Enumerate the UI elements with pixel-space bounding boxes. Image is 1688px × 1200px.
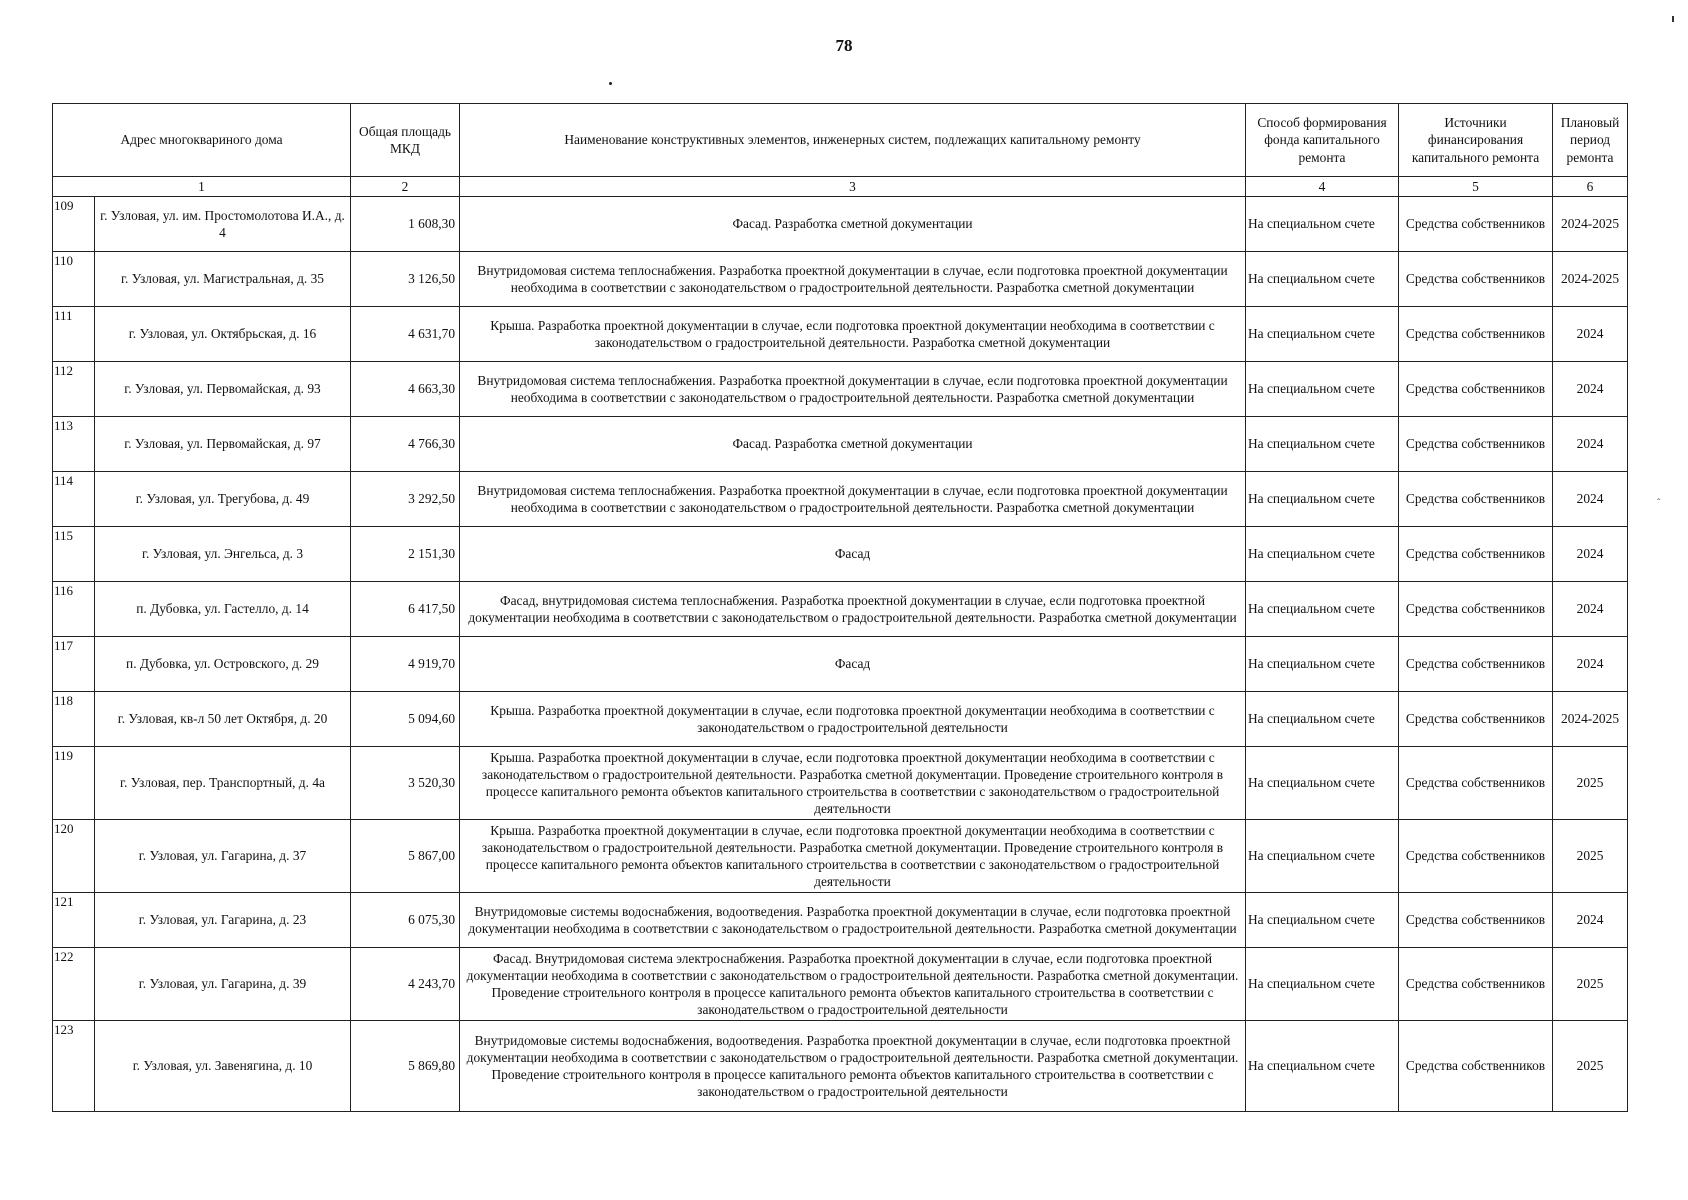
row-number: 110: [53, 252, 95, 307]
address-cell: г. Узловая, ул. Гагарина, д. 39: [95, 948, 351, 1021]
row-number: 122: [53, 948, 95, 1021]
scan-mark: [1672, 16, 1674, 22]
area-cell: 6 417,50: [351, 582, 460, 637]
table-row: [53, 362, 1628, 417]
page-number: 78: [835, 36, 853, 55]
elements-cell: Внутридомовая система теплоснабжения. Разработка проектной документации в случае, если подготовка проектной документации необходима в соответствии с законодательством о градостроительной деятельности. Разработка сметной документации: [460, 252, 1246, 307]
period-cell: 2024-2025: [1553, 197, 1628, 252]
funding-source-cell: Средства собственников: [1399, 893, 1553, 948]
header-elements: Наименование конструктивных элементов, инженерных систем, подлежащих капитальному ремонту: [460, 104, 1246, 177]
row-number: 115: [53, 527, 95, 582]
scan-mark: ˆ: [1657, 498, 1661, 509]
table-row: [53, 307, 1628, 362]
fund-method-cell: На специальном счете: [1246, 893, 1399, 948]
funding-source-cell: Средства собственников: [1399, 417, 1553, 472]
address-cell: г. Узловая, кв-л 50 лет Октября, д. 20: [95, 692, 351, 747]
elements-cell: Внутридомовая система теплоснабжения. Разработка проектной документации в случае, если подготовка проектной документации необходима в соответствии с законодательством о градостроительной деятельности. Разработка сметной документации: [460, 472, 1246, 527]
column-number: 6: [1553, 177, 1628, 197]
table-row: [53, 948, 1628, 1021]
row-number: 121: [53, 893, 95, 948]
row-number: 118: [53, 692, 95, 747]
address-cell: г. Узловая, пер. Транспортный, д. 4а: [95, 747, 351, 820]
elements-cell: Крыша. Разработка проектной документации в случае, если подготовка проектной документации необходима в соответствии с законодательством о градостроительной деятельности. Разработка сметной документации. Проведение строительного контроля в процессе капитального ремонта объектов капитального строительства в соответствии с законодательством о градостроительной деятельности: [460, 820, 1246, 893]
header-address: Адрес многоквариного дома: [53, 104, 351, 177]
area-cell: 2 151,30: [351, 527, 460, 582]
row-number: 119: [53, 747, 95, 820]
funding-source-cell: Средства собственников: [1399, 747, 1553, 820]
address-cell: г. Узловая, ул. им. Простомолотова И.А., д. 4: [95, 197, 351, 252]
area-cell: 4 631,70: [351, 307, 460, 362]
area-cell: 3 126,50: [351, 252, 460, 307]
area-cell: 5 094,60: [351, 692, 460, 747]
table-row: [53, 820, 1628, 893]
header-fund: Способ формирования фонда капитального ремонта: [1246, 104, 1399, 177]
funding-source-cell: Средства собственников: [1399, 582, 1553, 637]
area-cell: 5 867,00: [351, 820, 460, 893]
scan-speck: [609, 82, 612, 85]
funding-source-cell: Средства собственников: [1399, 692, 1553, 747]
funding-source-cell: Средства собственников: [1399, 527, 1553, 582]
row-number: 111: [53, 307, 95, 362]
fund-method-cell: На специальном счете: [1246, 582, 1399, 637]
row-number: 113: [53, 417, 95, 472]
header-source: Источники финансирования капитального ремонта: [1399, 104, 1553, 177]
elements-cell: Фасад. Внутридомовая система электроснабжения. Разработка проектной документации в случае, если подготовка проектной документации необходима в соответствии с законодательством о градостроительной деятельности. Разработка сметной документации. Проведение строительного контроля в процессе капитального ремонта объектов капитального строительства в соответствии с законодательством о градостроительной деятельности: [460, 948, 1246, 1021]
period-cell: 2024: [1553, 582, 1628, 637]
row-number: 112: [53, 362, 95, 417]
column-number-row: [53, 177, 1628, 197]
area-cell: 4 663,30: [351, 362, 460, 417]
fund-method-cell: На специальном счете: [1246, 472, 1399, 527]
area-cell: 3 520,30: [351, 747, 460, 820]
elements-cell: Крыша. Разработка проектной документации в случае, если подготовка проектной документации необходима в соответствии с законодательством о градостроительной деятельности. Разработка сметной документации. Проведение строительного контроля в процессе капитального ремонта объектов капитального строительства в соответствии с законодательством о градостроительной деятельности: [460, 747, 1246, 820]
area-cell: 6 075,30: [351, 893, 460, 948]
address-cell: п. Дубовка, ул. Островского, д. 29: [95, 637, 351, 692]
period-cell: 2024: [1553, 362, 1628, 417]
address-cell: г. Узловая, ул. Завенягина, д. 10: [95, 1021, 351, 1112]
fund-method-cell: На специальном счете: [1246, 197, 1399, 252]
row-number: 116: [53, 582, 95, 637]
fund-method-cell: На специальном счете: [1246, 417, 1399, 472]
fund-method-cell: На специальном счете: [1246, 637, 1399, 692]
table-row: [53, 637, 1628, 692]
period-cell: 2025: [1553, 747, 1628, 820]
funding-source-cell: Средства собственников: [1399, 637, 1553, 692]
fund-method-cell: На специальном счете: [1246, 820, 1399, 893]
row-number: 114: [53, 472, 95, 527]
funding-source-cell: Средства собственников: [1399, 472, 1553, 527]
elements-cell: Фасад. Разработка сметной документации: [460, 197, 1246, 252]
period-cell: 2025: [1553, 948, 1628, 1021]
table-row: [53, 692, 1628, 747]
funding-source-cell: Средства собственников: [1399, 362, 1553, 417]
period-cell: 2024: [1553, 893, 1628, 948]
period-cell: 2024-2025: [1553, 692, 1628, 747]
header-row: [53, 104, 1628, 177]
area-cell: 3 292,50: [351, 472, 460, 527]
table-row: [53, 893, 1628, 948]
table-row: [53, 197, 1628, 252]
funding-source-cell: Средства собственников: [1399, 252, 1553, 307]
elements-cell: Крыша. Разработка проектной документации в случае, если подготовка проектной документации необходима в соответствии с законодательством о градостроительной деятельности: [460, 692, 1246, 747]
period-cell: 2024: [1553, 417, 1628, 472]
fund-method-cell: На специальном счете: [1246, 692, 1399, 747]
funding-source-cell: Средства собственников: [1399, 948, 1553, 1021]
column-number: 3: [460, 177, 1246, 197]
area-cell: 4 243,70: [351, 948, 460, 1021]
elements-cell: Фасад. Разработка сметной документации: [460, 417, 1246, 472]
elements-cell: Внутридомовая система теплоснабжения. Разработка проектной документации в случае, если подготовка проектной документации необходима в соответствии с законодательством о градостроительной деятельности. Разработка сметной документации: [460, 362, 1246, 417]
period-cell: 2024: [1553, 527, 1628, 582]
address-cell: г. Узловая, ул. Магистральная, д. 35: [95, 252, 351, 307]
elements-cell: Фасад, внутридомовая система теплоснабжения. Разработка проектной документации в случае, если подготовка проектной документации необходима в соответствии с законодательством о градостроительной деятельности. Разработка сметной документации: [460, 582, 1246, 637]
address-cell: г. Узловая, ул. Первомайская, д. 93: [95, 362, 351, 417]
fund-method-cell: На специальном счете: [1246, 362, 1399, 417]
address-cell: г. Узловая, ул. Энгельса, д. 3: [95, 527, 351, 582]
table-row: [53, 527, 1628, 582]
period-cell: 2025: [1553, 820, 1628, 893]
row-number: 117: [53, 637, 95, 692]
fund-method-cell: На специальном счете: [1246, 1021, 1399, 1112]
header-period: Плановый период ремонта: [1553, 104, 1628, 177]
funding-source-cell: Средства собственников: [1399, 197, 1553, 252]
period-cell: 2024: [1553, 472, 1628, 527]
elements-cell: Внутридомовые системы водоснабжения, водоотведения. Разработка проектной документации в случае, если подготовка проектной документации необходима в соответствии с законодательством о градостроительной деятельности. Разработка сметной документации: [460, 893, 1246, 948]
address-cell: г. Узловая, ул. Гагарина, д. 37: [95, 820, 351, 893]
column-number: 5: [1399, 177, 1553, 197]
fund-method-cell: На специальном счете: [1246, 527, 1399, 582]
repair-plan-table: [52, 103, 1628, 1112]
funding-source-cell: Средства собственников: [1399, 307, 1553, 362]
area-cell: 5 869,80: [351, 1021, 460, 1112]
fund-method-cell: На специальном счете: [1246, 948, 1399, 1021]
address-cell: г. Узловая, ул. Трегубова, д. 49: [95, 472, 351, 527]
address-cell: г. Узловая, ул. Октябрьская, д. 16: [95, 307, 351, 362]
fund-method-cell: На специальном счете: [1246, 747, 1399, 820]
table-row: [53, 472, 1628, 527]
fund-method-cell: На специальном счете: [1246, 307, 1399, 362]
row-number: 109: [53, 197, 95, 252]
period-cell: 2024-2025: [1553, 252, 1628, 307]
period-cell: 2025: [1553, 1021, 1628, 1112]
row-number: 123: [53, 1021, 95, 1112]
funding-source-cell: Средства собственников: [1399, 1021, 1553, 1112]
table-row: [53, 252, 1628, 307]
area-cell: 4 766,30: [351, 417, 460, 472]
elements-cell: Внутридомовые системы водоснабжения, водоотведения. Разработка проектной документации в случае, если подготовка проектной документации необходима в соответствии с законодательством о градостроительной деятельности. Разработка сметной документации. Проведение строительного контроля в процессе капитального ремонта объектов капитального строительства в соответствии с законодательством о градостроительной деятельности: [460, 1021, 1246, 1112]
header-area: Общая площадь МКД: [351, 104, 460, 177]
column-number: 1: [53, 177, 351, 197]
elements-cell: Крыша. Разработка проектной документации в случае, если подготовка проектной документации необходима в соответствии с законодательством о градостроительной деятельности. Разработка сметной документации: [460, 307, 1246, 362]
area-cell: 4 919,70: [351, 637, 460, 692]
table-row: [53, 417, 1628, 472]
address-cell: г. Узловая, ул. Первомайская, д. 97: [95, 417, 351, 472]
column-number: 4: [1246, 177, 1399, 197]
elements-cell: Фасад: [460, 637, 1246, 692]
area-cell: 1 608,30: [351, 197, 460, 252]
fund-method-cell: На специальном счете: [1246, 252, 1399, 307]
elements-cell: Фасад: [460, 527, 1246, 582]
column-number: 2: [351, 177, 460, 197]
table-row: [53, 582, 1628, 637]
address-cell: г. Узловая, ул. Гагарина, д. 23: [95, 893, 351, 948]
address-cell: п. Дубовка, ул. Гастелло, д. 14: [95, 582, 351, 637]
row-number: 120: [53, 820, 95, 893]
period-cell: 2024: [1553, 637, 1628, 692]
table-row: [53, 1021, 1628, 1112]
funding-source-cell: Средства собственников: [1399, 820, 1553, 893]
period-cell: 2024: [1553, 307, 1628, 362]
table-row: [53, 747, 1628, 820]
